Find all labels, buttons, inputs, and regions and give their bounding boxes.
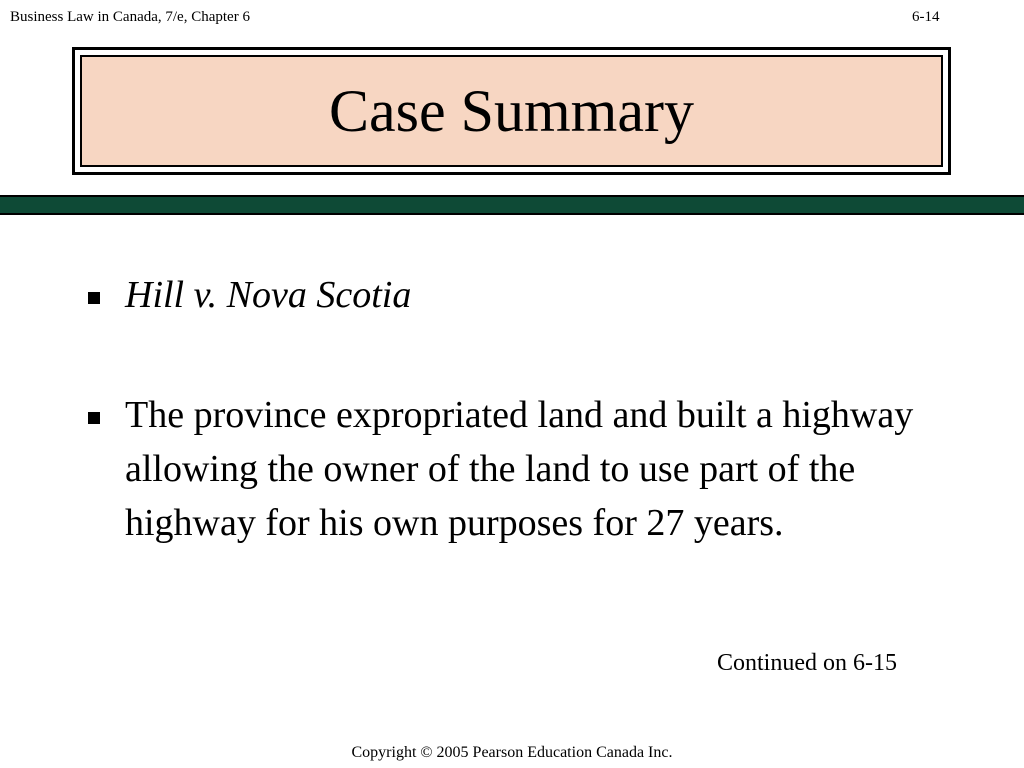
course-label: Business Law in Canada, 7/e, Chapter 6 <box>10 9 250 25</box>
continued-note: Continued on 6-15 <box>717 650 897 676</box>
bullet-list <box>88 268 918 616</box>
square-bullet-icon <box>88 292 100 304</box>
bullet-item-case-name <box>88 268 918 322</box>
copyright-footer: Copyright © 2005 Pearson Education Canada Inc. <box>351 744 673 761</box>
bullet-item-summary <box>88 388 918 550</box>
slide-number: 6-14 <box>912 9 940 25</box>
bullet-text: Hill v. Nova Scotia <box>125 274 412 316</box>
title-box <box>80 55 943 167</box>
bullet-text: The province expropriated land and built a highway allowing the owner of the land to use part of the highway for his own purposes for 27 years. <box>125 394 914 544</box>
slide-title: Case Summary <box>329 78 694 144</box>
title-frame <box>72 47 951 175</box>
square-bullet-icon <box>88 412 100 424</box>
divider-bar <box>0 195 1024 215</box>
